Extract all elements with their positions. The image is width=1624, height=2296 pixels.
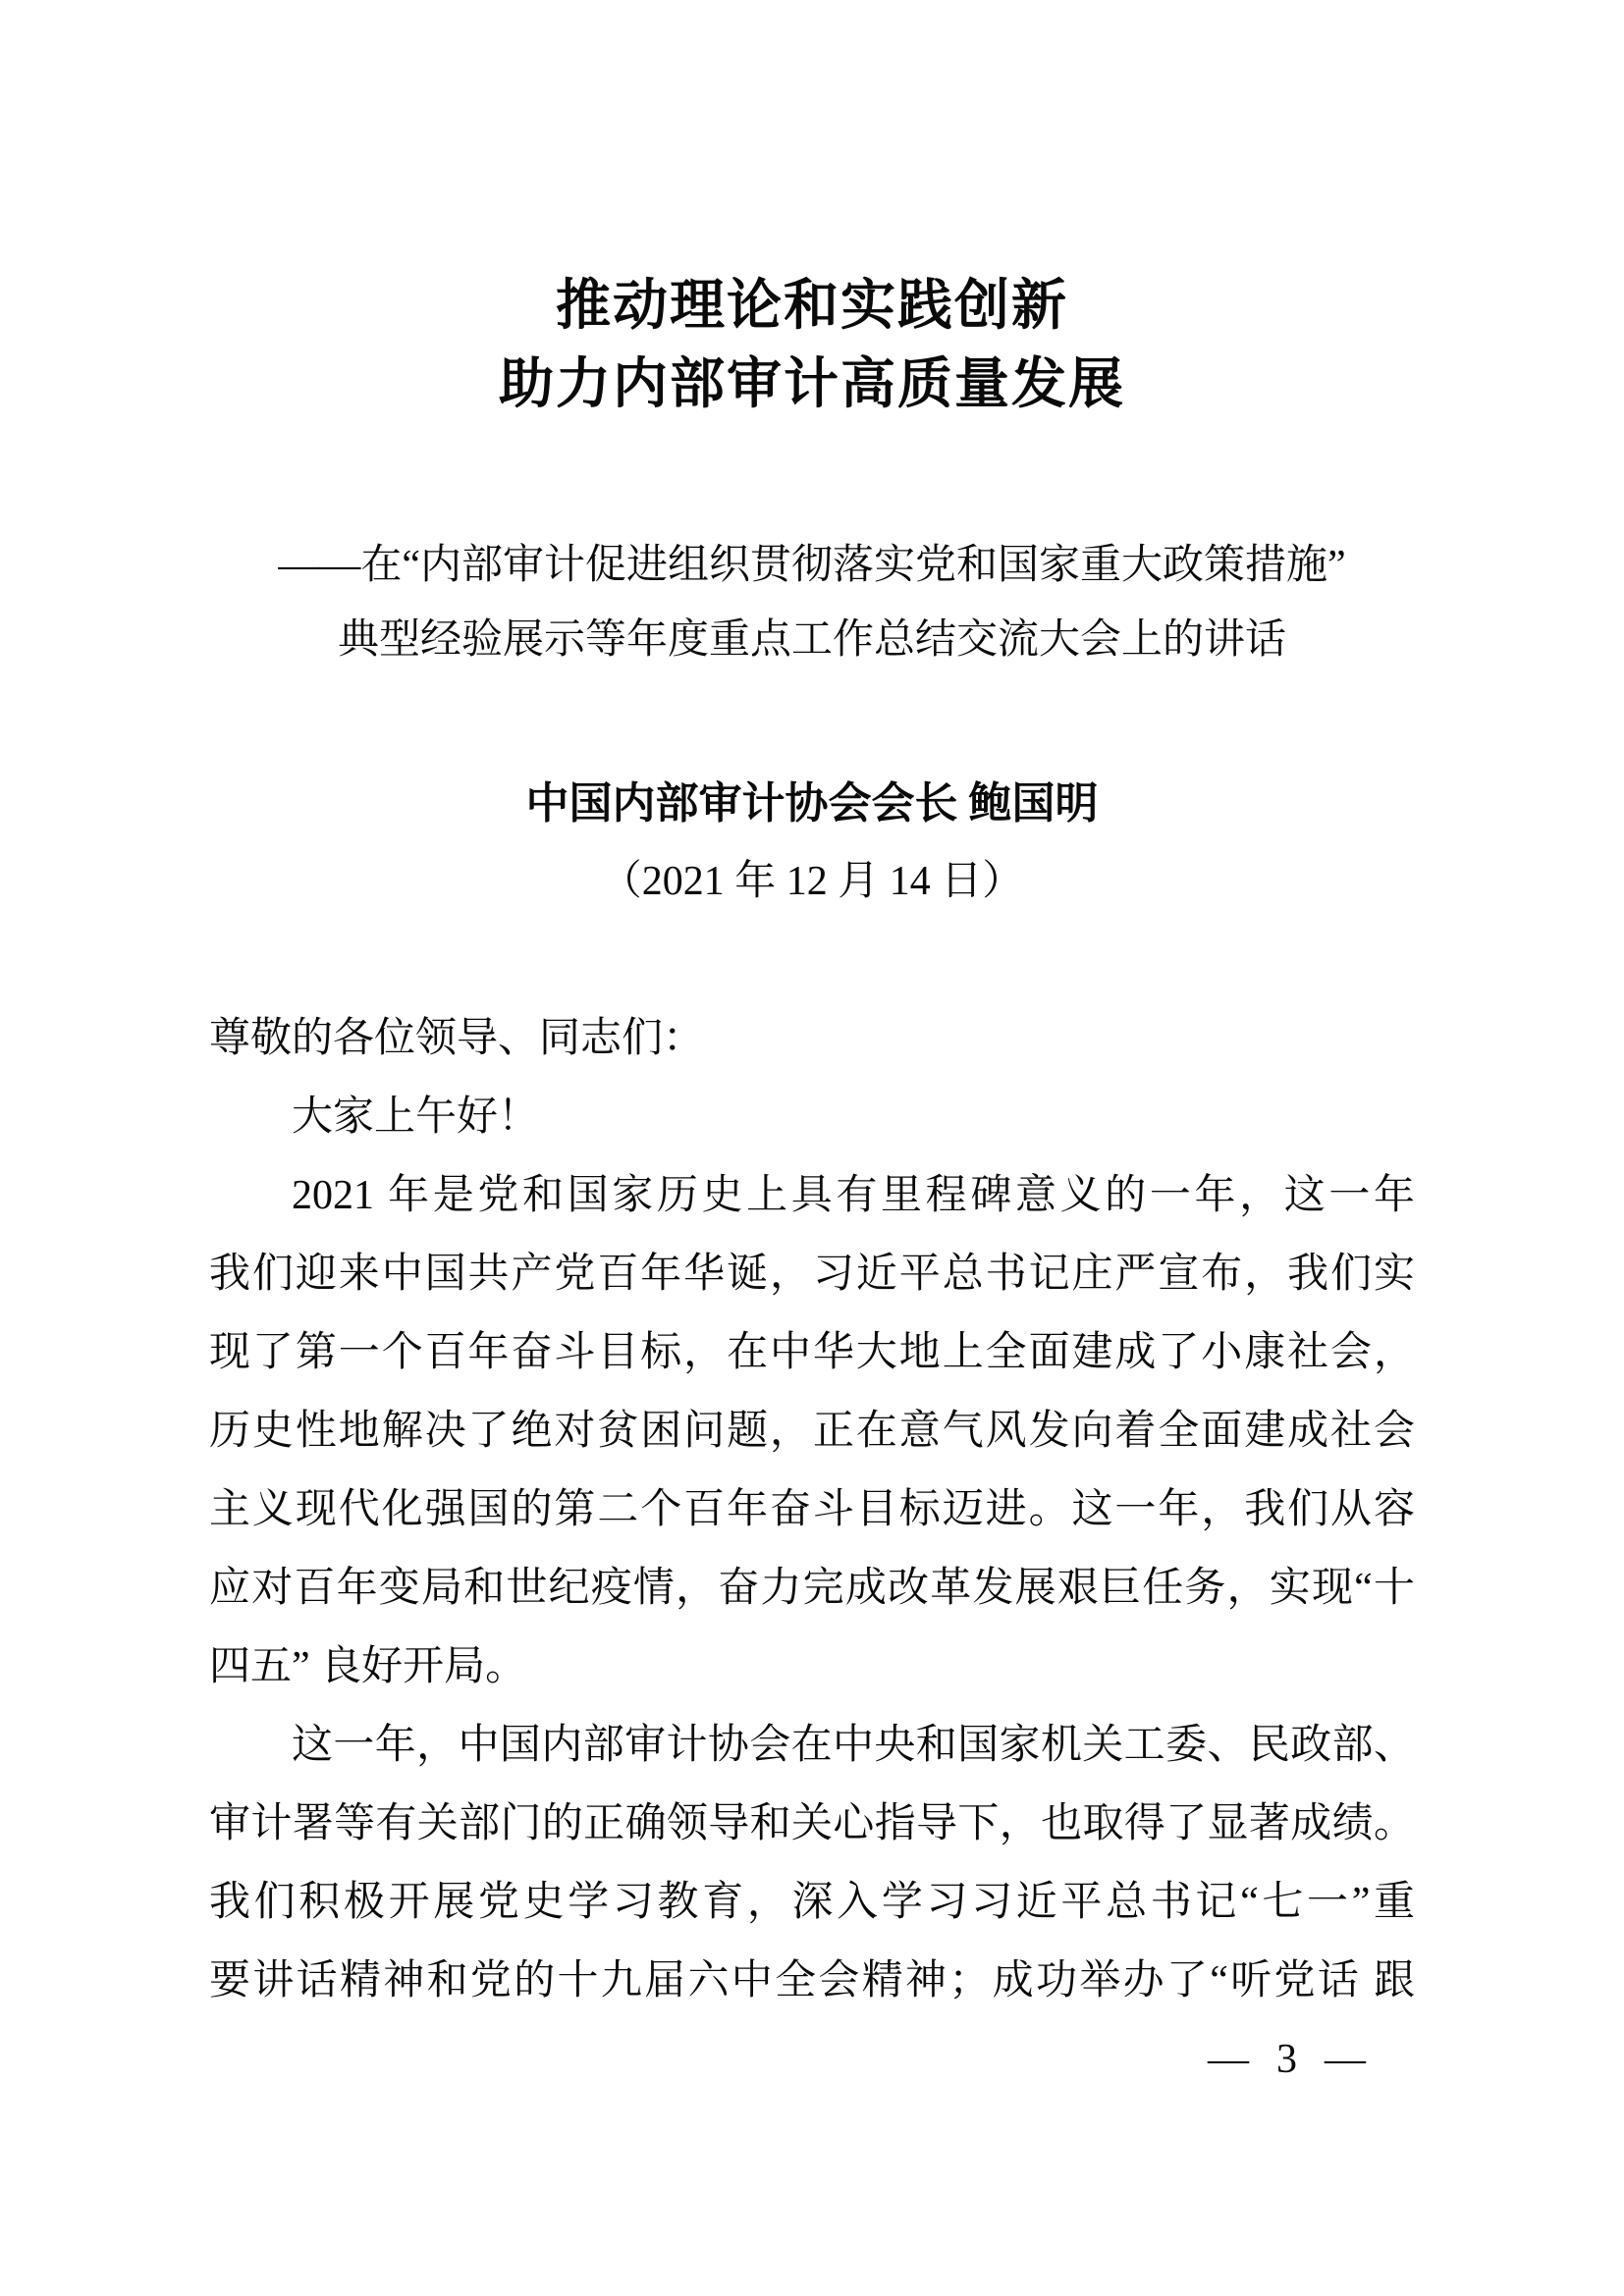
title-line-1: 推动理论和实践创新 bbox=[556, 276, 1068, 337]
document-title bbox=[0, 267, 1624, 424]
body-line: 四五” 良好开局。 bbox=[209, 1644, 527, 1689]
footer-dash-right: — bbox=[1325, 2037, 1366, 2082]
title-line-2: 助力内部审计高质量发展 bbox=[499, 354, 1125, 415]
body-line: 应对百年变局和世纪疫情，奋力完成改革发展艰巨任务，实现“十 bbox=[209, 1566, 1415, 1611]
subtitle-line-2: 典型经验展示等年度重点工作总结交流大会上的讲话 bbox=[337, 617, 1286, 663]
page-number: 3 bbox=[1276, 2037, 1297, 2082]
body-line-salutation: 尊敬的各位领导、同志们： bbox=[209, 1016, 705, 1061]
body-line: 我们积极开展党史学习教育，深入学习习近平总书记“七一”重 bbox=[209, 1880, 1415, 1925]
body-line: 我们迎来中国共产党百年华诞，习近平总书记庄严宣布，我们实 bbox=[209, 1252, 1415, 1297]
body-line: 现了第一个百年奋斗目标，在中华大地上全面建成了小康社会， bbox=[209, 1330, 1415, 1375]
page-footer bbox=[1208, 2030, 1366, 2089]
body-line: 审计署等有关部门的正确领导和关心指导下，也取得了显著成绩。 bbox=[209, 1801, 1415, 1846]
body-line: 历史性地解决了绝对贫困问题，正在意气风发向着全面建成社会 bbox=[209, 1409, 1415, 1454]
body-line: 这一年，中国内部审计协会在中央和国家机关工委、民政部、 bbox=[292, 1723, 1415, 1768]
document-subtitle bbox=[0, 528, 1624, 677]
speech-body bbox=[209, 999, 1415, 2020]
subtitle-line-1: ——在“内部审计促进组织贯彻落实党和国家重大政策措施” bbox=[278, 543, 1346, 588]
footer-dash-left: — bbox=[1208, 2037, 1249, 2082]
body-line: 要讲话精神和党的十九届六中全会精神；成功举办了“听党话 跟 bbox=[209, 1958, 1415, 2003]
body-line: 2021 年是党和国家历史上具有里程碑意义的一年，这一年 bbox=[292, 1173, 1415, 1218]
body-line: 主义现代化强国的第二个百年奋斗目标迈进。这一年，我们从容 bbox=[209, 1487, 1415, 1532]
body-line-greeting: 大家上午好！ bbox=[292, 1095, 540, 1140]
author-line: 中国内部审计协会会长 鲍国明 bbox=[525, 779, 1099, 828]
date-line: （2021 年 12 月 14 日） bbox=[600, 859, 1024, 904]
